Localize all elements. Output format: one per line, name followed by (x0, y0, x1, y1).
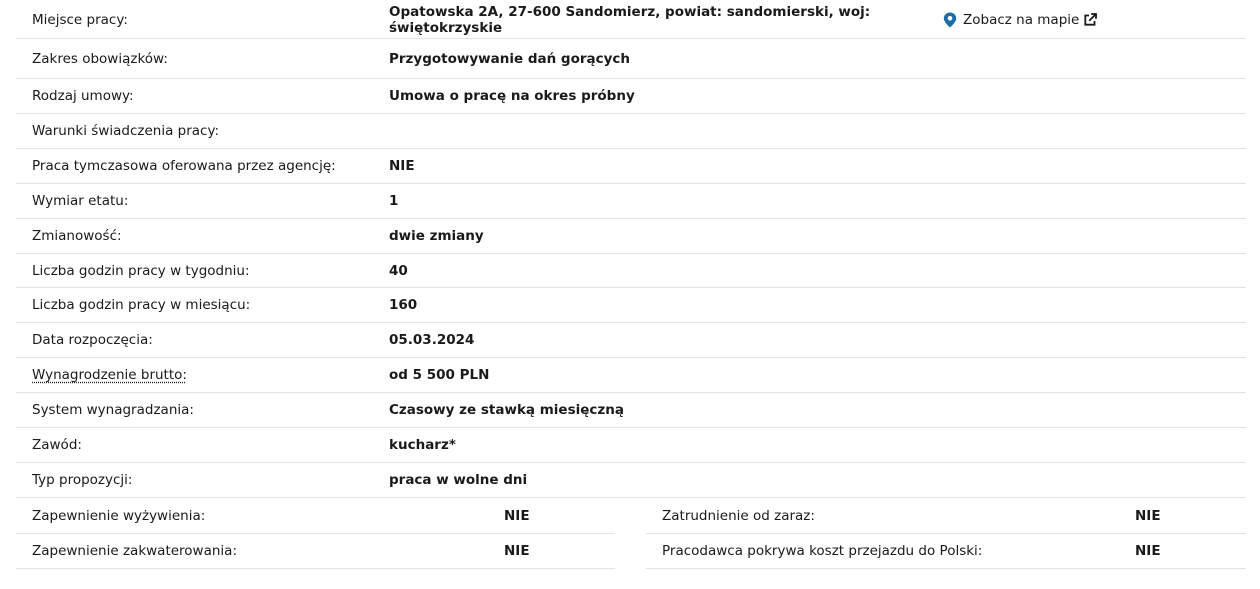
row-label: Zmianowość: (32, 228, 122, 244)
view-on-map-link[interactable] (943, 12, 1097, 28)
row-workplace (16, 2, 1246, 39)
row-hours-month (16, 288, 1246, 323)
row-temporary-agency (16, 149, 1246, 184)
row-value: NIE (504, 543, 530, 559)
row-value: Czasowy ze stawką miesięczną (389, 402, 624, 418)
row-offer-type (16, 463, 1246, 498)
row-value: praca w wolne dni (389, 472, 528, 488)
row-hours-week (16, 254, 1246, 288)
details-table (16, 2, 1246, 498)
row-value: NIE (1135, 508, 1161, 524)
row-label: Typ propozycji: (32, 472, 133, 488)
row-value: 40 (389, 262, 408, 279)
row-value: od 5 500 PLN (389, 367, 490, 383)
accommodation-provided (16, 534, 615, 569)
gross-salary-tooltip-label[interactable]: Wynagrodzenie brutto: (32, 367, 187, 383)
row-label: Zakres obowiązków: (32, 50, 168, 67)
immediate-employment (646, 499, 1246, 534)
external-link-icon (1083, 13, 1097, 27)
row-value: dwie zmiany (389, 228, 484, 244)
row-label: Zawód: (32, 437, 82, 453)
row-label: Wymiar etatu: (32, 193, 129, 209)
row-label: Praca tymczasowa oferowana przez agencję: (32, 158, 336, 174)
row-shifts (16, 219, 1246, 254)
row-label: Zapewnienie wyżywienia: (32, 508, 206, 524)
row-label: Warunki świadczenia pracy: (32, 123, 220, 139)
row-value: 1 (389, 193, 399, 209)
row-value: Umowa o pracę na okres próbny (389, 88, 635, 104)
travel-cost-covered (646, 534, 1246, 569)
row-label: Zapewnienie zakwaterowania: (32, 543, 237, 559)
row-label: Data rozpoczęcia: (32, 332, 153, 348)
row-value: NIE (1135, 543, 1161, 559)
row-label: Liczba godzin pracy w tygodniu: (32, 262, 250, 279)
row-value: 160 (389, 297, 418, 313)
row-pay-system (16, 393, 1246, 428)
row-value: Przygotowywanie dań gorących (389, 50, 631, 67)
row-value: kucharz* (389, 437, 456, 453)
row-start-date (16, 323, 1246, 358)
row-working-time (16, 184, 1246, 219)
row-duties (16, 39, 1246, 79)
row-work-conditions (16, 114, 1246, 149)
row-gross-salary (16, 358, 1246, 393)
row-label: Rodzaj umowy: (32, 88, 134, 104)
row-contract-type (16, 79, 1246, 114)
row-label: System wynagradzania: (32, 402, 194, 418)
row-label: Zatrudnienie od zaraz: (662, 508, 815, 524)
row-label: Miejsce pracy: (32, 12, 128, 28)
row-value: NIE (504, 508, 530, 524)
map-pin-icon (943, 12, 957, 28)
row-label: Pracodawca pokrywa koszt przejazdu do Polski: (662, 543, 983, 559)
row-label-with-tooltip[interactable] (16, 367, 389, 383)
row-value: NIE (389, 158, 415, 174)
row-label: Liczba godzin pracy w miesiącu: (32, 297, 251, 313)
row-value: Opatowska 2A, 27-600 Sandomierz, powiat: sandomierski, woj: świętokrzyskie (389, 4, 871, 36)
row-profession (16, 428, 1246, 463)
meals-provided (16, 499, 615, 534)
view-on-map-label: Zobacz na mapie (963, 12, 1080, 28)
row-value: 05.03.2024 (389, 332, 475, 348)
